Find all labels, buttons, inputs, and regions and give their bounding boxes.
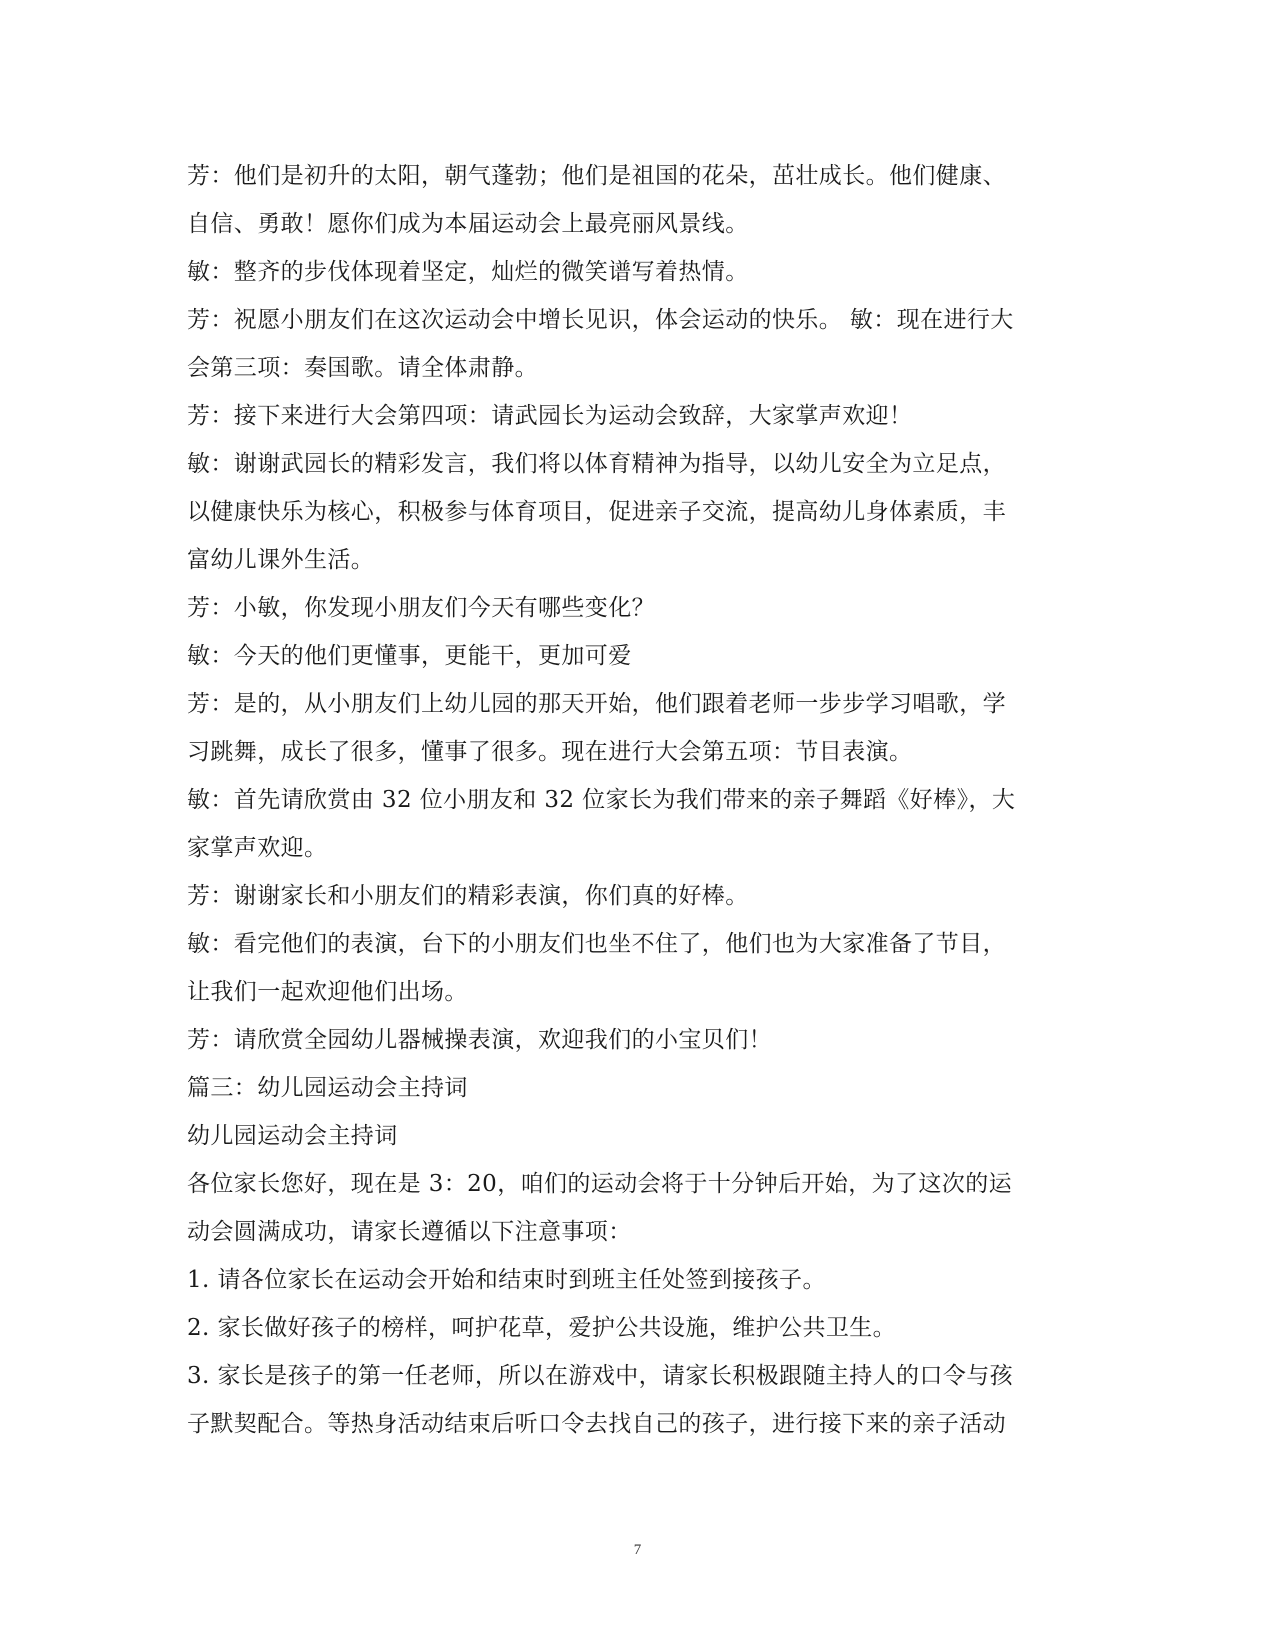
text-line: 芳：接下来进行大会第四项：请武园长为运动会致辞，大家掌声欢迎！ <box>187 403 913 429</box>
text-line: 芳：是的，从小朋友们上幼儿园的那天开始，他们跟着老师一步步学习唱歌，学 <box>187 691 1006 717</box>
document-body <box>187 152 1067 1448</box>
text-line: 芳：请欣赏全园幼儿器械操表演，欢迎我们的小宝贝们！ <box>187 1027 772 1053</box>
text-line: 会第三项：奏国歌。请全体肃静。 <box>187 355 538 381</box>
text-line: 敏：谢谢武园长的精彩发言，我们将以体育精神为指导，以幼儿安全为立足点， <box>187 451 1006 477</box>
text-line: 子默契配合。等热身活动结束后听口令去找自己的孩子，进行接下来的亲子活动 <box>187 1411 1006 1437</box>
text-line: 敏：整齐的步伐体现着坚定，灿烂的微笑谱写着热情。 <box>187 259 749 285</box>
list-item: 2. 家长做好孩子的榜样，呵护花草，爱护公共设施，维护公共卫生。 <box>187 1315 897 1341</box>
text-line: 敏：首先请欣赏由 32 位小朋友和 32 位家长为我们带来的亲子舞蹈《好棒》，大 <box>187 787 1016 813</box>
section-heading: 篇三：幼儿园运动会主持词 <box>187 1075 468 1101</box>
text-line: 各位家长您好，现在是 3：20，咱们的运动会将于十分钟后开始，为了这次的运 <box>187 1171 1013 1197</box>
text-line: 敏：看完他们的表演，台下的小朋友们也坐不住了，他们也为大家准备了节目， <box>187 931 1006 957</box>
section-title: 幼儿园运动会主持词 <box>187 1123 398 1149</box>
text-line: 自信、勇敢！愿你们成为本届运动会上最亮丽风景线。 <box>187 211 749 237</box>
text-line: 芳：他们是初升的太阳，朝气蓬勃；他们是祖国的花朵，茁壮成长。他们健康、 <box>187 163 1006 189</box>
text-line: 家掌声欢迎。 <box>187 835 328 861</box>
text-line: 芳：小敏，你发现小朋友们今天有哪些变化？ <box>187 595 655 621</box>
text-line: 让我们一起欢迎他们出场。 <box>187 979 468 1005</box>
text-line: 富幼儿课外生活。 <box>187 547 375 573</box>
page-number: 7 <box>633 1542 642 1558</box>
text-line: 动会圆满成功，请家长遵循以下注意事项： <box>187 1219 632 1245</box>
text-line: 芳：谢谢家长和小朋友们的精彩表演，你们真的好棒。 <box>187 883 749 909</box>
text-line: 敏：今天的他们更懂事，更能干，更加可爱 <box>187 643 632 669</box>
text-line: 以健康快乐为核心，积极参与体育项目，促进亲子交流，提高幼儿身体素质，丰 <box>187 499 1006 525</box>
list-item: 1. 请各位家长在运动会开始和结束时到班主任处签到接孩子。 <box>187 1267 826 1293</box>
text-line: 习跳舞，成长了很多，懂事了很多。现在进行大会第五项：节目表演。 <box>187 739 913 765</box>
list-item: 3. 家长是孩子的第一任老师，所以在游戏中，请家长积极跟随主持人的口令与孩 <box>187 1363 1014 1389</box>
text-line: 芳：祝愿小朋友们在这次运动会中增长见识，体会运动的快乐。 敏：现在进行大 <box>187 307 1014 333</box>
